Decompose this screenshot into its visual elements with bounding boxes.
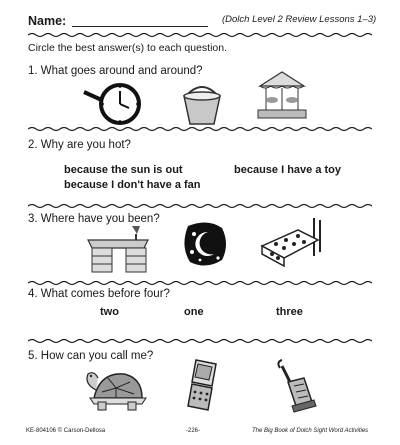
question-1 [28, 65, 203, 77]
wavy-divider [28, 338, 372, 344]
header-note: (Dolch Level 2 Review Lessons 1–3) [222, 14, 377, 25]
question-number: 2. [28, 139, 38, 151]
wavy-divider [28, 32, 372, 38]
answer-option[interactable]: three [276, 306, 303, 318]
name-label: Name: [28, 14, 67, 28]
instructions: Circle the best answer(s) to each question. [28, 42, 228, 54]
carousel-icon[interactable] [250, 70, 314, 120]
wavy-divider [28, 203, 372, 209]
bucket-icon[interactable] [170, 78, 234, 128]
bed-icon[interactable] [258, 216, 324, 270]
answer-option[interactable]: because I don't have a fan [64, 179, 201, 191]
question-number: 4. [28, 288, 38, 300]
footer-right: The Big Book of Dolch Sight Word Activities [252, 428, 369, 434]
question-text: How can you call me? [40, 350, 154, 362]
question-text: Where have you been? [40, 213, 160, 225]
turtle-icon[interactable] [80, 364, 150, 414]
footer-page-number: -226- [186, 428, 201, 434]
question-text: What comes before four? [40, 288, 170, 300]
moon-stars-icon[interactable] [178, 218, 230, 270]
answer-option[interactable]: because the sun is out [64, 164, 183, 176]
answer-option[interactable]: one [184, 306, 204, 318]
question-number: 1. [28, 65, 38, 77]
question-4 [28, 288, 170, 300]
question-number: 5. [28, 350, 38, 362]
question-2 [28, 139, 131, 151]
answer-option[interactable]: two [100, 306, 119, 318]
footer-left: KE-804106 © Carson-Dellosa [26, 428, 106, 434]
question-text: Why are you hot? [40, 139, 131, 151]
question-5 [28, 350, 153, 362]
answer-option[interactable]: because I have a toy [234, 164, 341, 176]
wavy-divider [28, 280, 372, 286]
question-text: What goes around and around? [40, 65, 203, 77]
clock-icon[interactable] [82, 78, 146, 128]
cell-phone-icon[interactable] [182, 356, 232, 414]
wavy-divider [28, 126, 372, 132]
name-line[interactable] [72, 26, 208, 27]
desk-icon[interactable] [84, 222, 154, 274]
vacuum-icon[interactable] [266, 356, 320, 414]
question-number: 3. [28, 213, 38, 225]
